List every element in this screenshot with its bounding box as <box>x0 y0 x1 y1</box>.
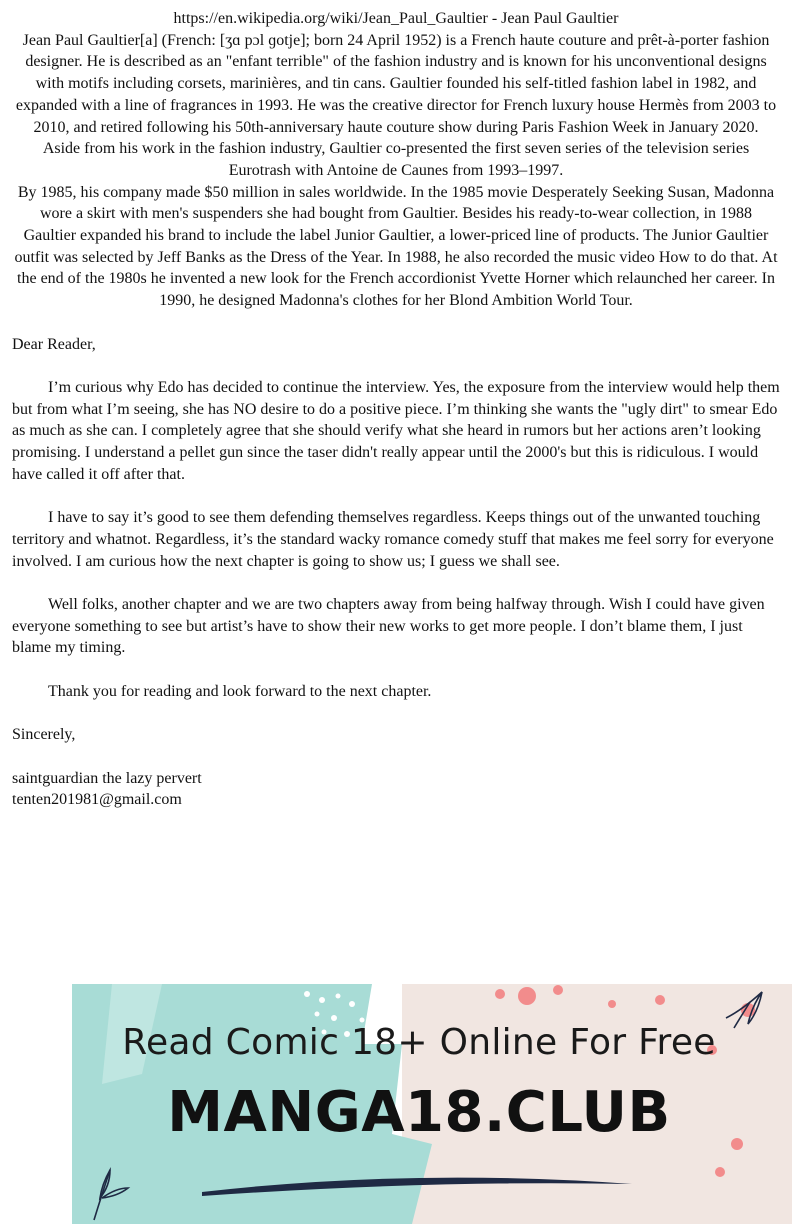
signature-email: tenten201981@gmail.com <box>12 791 182 809</box>
coral-dot <box>553 985 563 995</box>
white-dot <box>374 1005 380 1011</box>
white-dot <box>349 1001 355 1007</box>
coral-dot <box>608 1000 616 1008</box>
letter-paragraph: I’m curious why Edo has decided to continue the interview. Yes, the exposure from the interview would help them but from what I’m seeing, she has NO desire to do a positive piece. I’m thinking she wants the "ugly dirt" to smear Edo as much as she can. I completely agree that she should verify what she heard in rumors but her actions aren’t looking promising. I understand a pellet gun since the taser didn't really appear until the 2000's but this is ridiculous. I would have called it off after that. <box>12 378 780 483</box>
white-dot <box>336 994 341 999</box>
banner-tagline[interactable]: Read Comic 18+ Online For Free <box>122 1022 716 1063</box>
white-dot <box>331 1015 337 1021</box>
article-paragraph: Jean Paul Gaultier[a] (French: [ʒɑ pɔl ɡotje]; born 24 April 1952) is a French haute couture and prêt-à-porter fashion designer. He is described as an "enfant terrible" of the fashion industry and is known for his unconventional designs with motifs including corsets, marinières, and tin cans. Gaultier founded his self-titled fashion label in 1982, and expanded with a line of fragrances in 1993. He was the creative director for French luxury house Hermès from 2003 to 2010, and retired following his 50th-anniversary haute couture show during Paris Fashion Week in January 2020. <box>15 31 777 136</box>
spacer <box>12 659 780 681</box>
letter-paragraph: Well folks, another chapter and we are two chapters away from being halfway through. Wish I could have given everyone something to see but artist’s have to show their new works to get more people. I don’t blame them, I just blame my timing. <box>12 595 765 657</box>
coral-dot <box>495 989 505 999</box>
article-paragraph: By 1985, his company made $50 million in sales worldwide. In the 1985 movie Desperately Seeking Susan, Madonna wore a skirt with men's suspenders she had bought from Gaultier. Besides his ready-to-wear collection, in 1988 Gaultier expanded his brand to include the label Junior Gaultier, a lower-priced line of products. The Junior Gaultier outfit was selected by Jeff Banks as the Dress of the Year. In 1988, he also recorded the music video How to do that. At the end of the 1980s he invented a new look for the French accordionist Yvette Horner which relaunched her career. In 1990, he designed Madonna's clothes for her Blond Ambition World Tour. <box>14 183 778 310</box>
letter-closing: Sincerely, <box>12 726 76 744</box>
coral-dot <box>518 987 536 1005</box>
white-dot <box>315 1012 320 1017</box>
spacer <box>12 746 780 768</box>
letter-paragraph: I have to say it’s good to see them defending themselves regardless. Keeps things out of the unwanted touching territory and whatnot. Regardless, it’s the standard wacky romance comedy stuff that makes me feel sorry for everyone involved. I am curious how the next chapter is going to show us; I guess we shall see. <box>12 509 774 570</box>
letter-paragraph: Thank you for reading and look forward to the next chapter. <box>48 682 432 700</box>
white-dot <box>304 991 310 997</box>
spacer <box>12 312 780 334</box>
signature-name: saintguardian the lazy pervert <box>12 769 202 787</box>
coral-dot <box>655 995 665 1005</box>
spacer <box>12 572 780 594</box>
white-dot <box>319 997 325 1003</box>
article-excerpt <box>12 8 780 312</box>
document-body <box>12 8 780 811</box>
article-paragraph: Aside from his work in the fashion industry, Gaultier co-presented the first seven series of the television series Eurotrash with Antoine de Caunes from 1993–1997. <box>42 140 750 179</box>
letter-greeting: Dear Reader, <box>12 335 96 353</box>
spacer <box>12 485 780 507</box>
banner-site-name[interactable]: MANGA18.CLUB <box>167 1080 671 1145</box>
spacer <box>12 702 780 724</box>
coral-dot <box>715 1167 725 1177</box>
letter <box>12 334 780 811</box>
spacer <box>12 355 780 377</box>
article-source-line: https://en.wikipedia.org/wiki/Jean_Paul_Gaultier - Jean Paul Gaultier <box>173 10 619 27</box>
promo-banner[interactable] <box>72 984 792 1224</box>
